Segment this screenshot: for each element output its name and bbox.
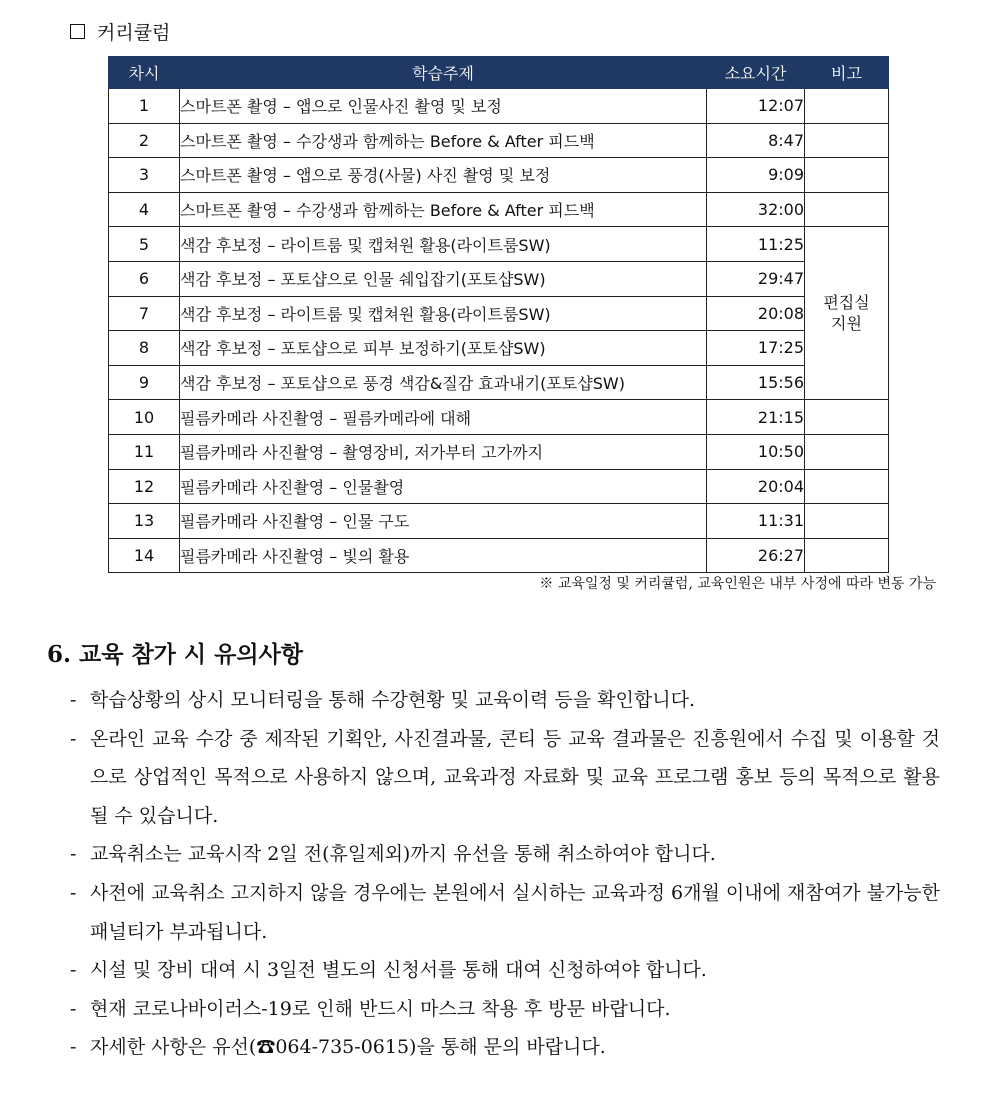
session-topic: 스마트폰 촬영 – 수강생과 함께하는 Before & After 피드백	[180, 123, 707, 158]
list-item-text: 자세한 사항은 유선(☎064-735-0615)을 통해 문의 바랍니다.	[90, 1036, 606, 1059]
session-topic: 필름카메라 사진촬영 – 촬영장비, 저가부터 고가까지	[180, 434, 707, 469]
table-row	[109, 261, 889, 296]
remark-line-2: 지원	[831, 314, 862, 334]
session-remark	[805, 504, 889, 539]
session-duration: 20:08	[707, 296, 805, 331]
table-row	[109, 538, 889, 573]
table-row	[109, 434, 889, 469]
list-item-text: 시설 및 장비 대여 시 3일전 별도의 신청서를 통해 대여 신청하여야 합니다.	[90, 959, 707, 982]
session-duration: 11:25	[707, 227, 805, 262]
session-remark	[805, 400, 889, 435]
merged-remark-editing-room	[805, 227, 889, 400]
dash-bullet: -	[70, 997, 77, 1020]
session-duration: 20:04	[707, 469, 805, 504]
list-item-text: 현재 코로나바이러스-19로 인해 반드시 마스크 착용 후 방문 바랍니다.	[90, 997, 671, 1020]
checkbox-square-icon	[70, 24, 85, 39]
session-duration: 8:47	[707, 123, 805, 158]
table-row	[109, 158, 889, 193]
header-topic: 학습주제	[180, 57, 707, 89]
header-session: 차시	[109, 57, 180, 89]
table-row	[109, 89, 889, 124]
precautions-list	[70, 681, 940, 1067]
session-duration: 15:56	[707, 365, 805, 400]
curriculum-title: 커리큘럼	[97, 22, 171, 44]
session-duration: 21:15	[707, 400, 805, 435]
session-remark	[805, 538, 889, 573]
session-number: 6	[109, 261, 180, 296]
session-duration: 9:09	[707, 158, 805, 193]
table-row	[109, 227, 889, 262]
list-item	[70, 874, 940, 951]
session-topic: 스마트폰 촬영 – 수강생과 함께하는 Before & After 피드백	[180, 192, 707, 227]
session-number: 14	[109, 538, 180, 573]
table-row	[109, 123, 889, 158]
session-remark	[805, 469, 889, 504]
table-row	[109, 296, 889, 331]
session-topic: 색감 후보정 – 포토샵으로 풍경 색감&질감 효과내기(포토샵SW)	[180, 365, 707, 400]
list-item-text: 교육취소는 교육시작 2일 전(휴일제외)까지 유선을 통해 취소하여야 합니다.	[90, 843, 716, 866]
session-remark	[805, 192, 889, 227]
session-topic: 스마트폰 촬영 – 앱으로 풍경(사물) 사진 촬영 및 보정	[180, 158, 707, 193]
list-item	[70, 1028, 940, 1067]
header-remarks: 비고	[805, 57, 889, 89]
session-number: 12	[109, 469, 180, 504]
remark-line-1: 편집실	[823, 293, 870, 313]
list-item	[70, 951, 940, 990]
dash-bullet: -	[70, 881, 77, 904]
session-duration: 32:00	[707, 192, 805, 227]
session-topic: 필름카메라 사진촬영 – 필름카메라에 대해	[180, 400, 707, 435]
dash-bullet: -	[70, 1036, 77, 1059]
table-row	[109, 400, 889, 435]
curriculum-table	[108, 56, 889, 573]
list-item-text: 학습상황의 상시 모니터링을 통해 수강현황 및 교육이력 등을 확인합니다.	[90, 689, 695, 711]
list-item	[70, 720, 940, 836]
session-remark	[805, 158, 889, 193]
session-number: 4	[109, 192, 180, 227]
list-item-text: 온라인 교육 수강 중 제작된 기획안, 사진결과물, 콘티 등 교육 결과물은 진흥원에서 수집 및 이용할 것으로 상업적인 목적으로 사용하지 않으며, 교육과정 자료화 및 교육 프로그램 홍보 등의 목적으로 활용될 수 있습니다.	[90, 727, 940, 827]
session-topic: 필름카메라 사진촬영 – 인물촬영	[180, 469, 707, 504]
session-number: 2	[109, 123, 180, 158]
session-topic: 스마트폰 촬영 – 앱으로 인물사진 촬영 및 보정	[180, 89, 707, 124]
session-topic: 색감 후보정 – 포토샵으로 인물 쉐입잡기(포토샵SW)	[180, 261, 707, 296]
dash-bullet: -	[70, 727, 77, 750]
table-row	[109, 469, 889, 504]
table-row	[109, 504, 889, 539]
session-number: 13	[109, 504, 180, 539]
dash-bullet: -	[70, 843, 77, 866]
session-topic: 필름카메라 사진촬영 – 인물 구도	[180, 504, 707, 539]
session-remark	[805, 123, 889, 158]
session-number: 7	[109, 296, 180, 331]
session-topic: 색감 후보정 – 라이트룸 및 캡쳐원 활용(라이트룸SW)	[180, 227, 707, 262]
table-footnote: ※ 교육일정 및 커리큘럼, 교육인원은 내부 사정에 따라 변동 가능	[539, 576, 936, 592]
curriculum-heading	[70, 18, 170, 45]
header-duration: 소요시간	[707, 57, 805, 89]
session-duration: 26:27	[707, 538, 805, 573]
session-number: 3	[109, 158, 180, 193]
dash-bullet: -	[70, 689, 77, 711]
dash-bullet: -	[70, 959, 77, 982]
session-duration: 17:25	[707, 331, 805, 366]
table-row	[109, 192, 889, 227]
list-item-text: 사전에 교육취소 고지하지 않을 경우에는 본원에서 실시하는 교육과정 6개월 이내에 재참여가 불가능한 패널티가 부과됩니다.	[90, 881, 940, 943]
section-6-heading: 6. 교육 참가 시 유의사항	[47, 641, 304, 668]
session-number: 10	[109, 400, 180, 435]
list-item	[70, 990, 940, 1029]
session-number: 5	[109, 227, 180, 262]
session-duration: 11:31	[707, 504, 805, 539]
session-duration: 12:07	[707, 89, 805, 124]
session-number: 9	[109, 365, 180, 400]
list-item	[70, 681, 940, 720]
list-item	[70, 835, 940, 874]
session-remark	[805, 89, 889, 124]
table-row	[109, 365, 889, 400]
session-topic: 필름카메라 사진촬영 – 빛의 활용	[180, 538, 707, 573]
table-header-row	[109, 57, 889, 89]
session-remark	[805, 434, 889, 469]
session-duration: 29:47	[707, 261, 805, 296]
session-number: 11	[109, 434, 180, 469]
session-duration: 10:50	[707, 434, 805, 469]
session-number: 1	[109, 89, 180, 124]
table-row	[109, 331, 889, 366]
session-topic: 색감 후보정 – 포토샵으로 피부 보정하기(포토샵SW)	[180, 331, 707, 366]
session-topic: 색감 후보정 – 라이트룸 및 캡쳐원 활용(라이트룸SW)	[180, 296, 707, 331]
session-number: 8	[109, 331, 180, 366]
